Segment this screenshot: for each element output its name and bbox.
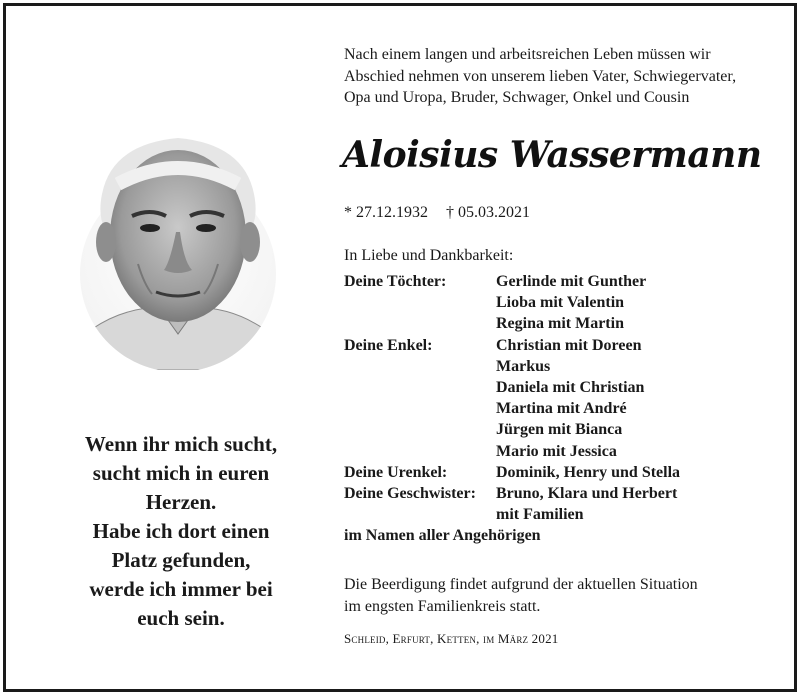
thanks-line: In Liebe und Dankbarkeit: [344, 247, 514, 264]
poem [36, 430, 326, 633]
family-member: Regina mit Martin [496, 315, 624, 333]
funeral-line: Die Beerdigung findet aufgrund der aktuellen Situation [344, 576, 698, 593]
intro-line: Abschied nehmen von unserem lieben Vater, Schwiegervater, [344, 67, 737, 85]
deceased-name: Aloisius Wassermann [342, 134, 762, 176]
poem-line: Wenn ihr mich sucht, [84, 432, 278, 456]
intro-line: Nach einem langen und arbeitsreichen Leben müssen wir [344, 46, 711, 63]
relation-label: Deine Enkel: [344, 336, 433, 354]
family-member: Markus [496, 357, 551, 375]
family-member: Gerlinde mit Gunther [496, 273, 647, 290]
relation-names [496, 335, 784, 462]
family-member: Dominik, Henry und Stella [496, 463, 681, 481]
poem-line: werde ich immer bei [89, 577, 273, 601]
family-member: Bruno, Klara und Herbert [496, 485, 678, 503]
family-member: Christian mit Doreen [496, 336, 642, 354]
relation-names [496, 483, 784, 525]
portrait-photo [72, 124, 284, 370]
family-member: Jürgen mit Bianca [496, 421, 623, 439]
place-date: Schleid, Erfurt, Ketten, im März 2021 [344, 631, 559, 646]
relation-label: Deine Geschwister: [344, 485, 476, 503]
family-group [344, 483, 784, 525]
family-group [344, 335, 784, 462]
family-group [344, 271, 784, 335]
relation-label: Deine Urenkel: [344, 463, 448, 481]
relation-label: Deine Töchter: [344, 273, 447, 290]
family-member: Lioba mit Valentin [496, 294, 625, 312]
relation-names [496, 462, 784, 483]
relation-names [496, 271, 784, 335]
birth-date: * 27.12.1932 [344, 204, 428, 221]
family-member: Martina mit André [496, 400, 627, 418]
family-member: Mario mit Jessica [496, 442, 617, 460]
intro-text [344, 44, 784, 109]
poem-line: Herzen. [145, 490, 217, 514]
poem-line: Platz gefunden, [111, 548, 251, 572]
family-group [344, 462, 784, 483]
death-date: † 05.03.2021 [446, 204, 530, 221]
funeral-line: im engsten Familienkreis statt. [344, 597, 541, 615]
family-list [344, 271, 784, 547]
funeral-notice [344, 574, 784, 617]
obituary-frame [3, 3, 797, 692]
poem-line: sucht mich in euren [92, 461, 270, 485]
family-member: Daniela mit Christian [496, 379, 645, 397]
intro-line: Opa und Uropa, Bruder, Schwager, Onkel und Cousin [344, 89, 690, 106]
closing-line: im Namen aller Angehörigen [344, 527, 541, 545]
poem-line: Habe ich dort einen [92, 519, 270, 543]
life-dates [344, 204, 544, 222]
poem-line: euch sein. [137, 606, 225, 630]
family-member: mit Familien [496, 506, 584, 524]
